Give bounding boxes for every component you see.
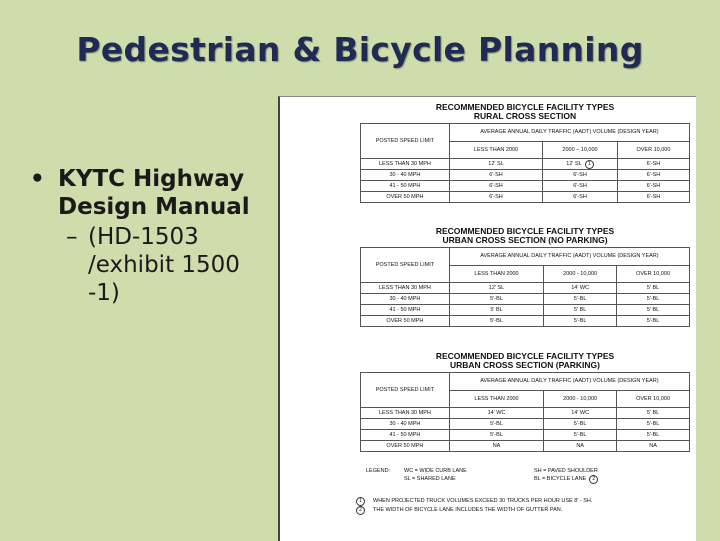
facility-table [360,123,690,203]
value-cell: 5'-BL [449,430,543,441]
speed-cell: LESS THAN 30 MPH [361,283,450,294]
speed-cell: LESS THAN 30 MPH [361,159,450,170]
value-cell: 5'-BL [617,316,690,327]
speed-cell: 30 - 40 MPH [361,294,450,305]
value-cell: 5' BL [449,305,543,316]
legend-entry: BL = BICYCLE LANE [534,476,587,482]
value-cell: 6'-SH [449,181,542,192]
value-cell: 12' SL [449,159,542,170]
footnote-text: THE WIDTH OF BICYCLE LANE INCLUDES THE WIDTH OF GUTTER PAN. [373,507,563,513]
table-row [361,283,690,294]
facility-table [360,247,690,327]
legend-entry: SL = SHARED LANE [404,476,456,482]
section-title: RECOMMENDED BICYCLE FACILITY TYPES [435,226,615,236]
speed-cell: 41 - 50 MPH [361,305,450,316]
column-header: LESS THAN 2000 [449,141,542,159]
value-cell: 6'-SH [449,170,542,181]
column-header: 2000 - 10,000 [544,265,617,283]
value-cell: 6'-SH [449,192,542,203]
bullet-item [30,165,270,221]
table-row [361,181,690,192]
column-header: 2000 – 10,000 [543,141,618,159]
section-subtitle: RURAL CROSS SECTION [473,111,577,121]
value-cell: 6'-SH [543,192,618,203]
value-cell: 6'-SH [543,181,618,192]
section-title: RECOMMENDED BICYCLE FACILITY TYPES [435,102,615,112]
footnote-number: 1 [356,497,365,506]
footnote-text: WHEN PROJECTED TRUCK VOLUMES EXCEED 30 TRUCKS PER HOUR USE 8' - SH. [373,498,593,504]
slide-title: Pedestrian & Bicycle Planning [76,30,644,69]
table-row [361,159,690,170]
value-cell: 6'-SH [617,170,689,181]
aadt-header: AVERAGE ANNUAL DAILY TRAFFIC (AADT) VOLUME (DESIGN YEAR) [449,124,689,142]
column-header: OVER 10,000 [617,390,690,408]
value-cell: 5'-BL [544,419,617,430]
value-cell: 6'-SH [617,181,689,192]
speed-cell: 30 - 40 MPH [361,170,450,181]
table-row [361,408,690,419]
value-cell: 6'-SH [543,170,618,181]
speed-limit-header: POSTED SPEED LIMIT [361,373,450,408]
value-cell: NA [617,441,690,452]
value-cell: 5' BL [617,408,690,419]
sub-bullet-dash: – [66,224,78,250]
table-row [361,419,690,430]
bullet-dot: • [30,166,45,192]
value-cell: 5'-BL [544,316,617,327]
urban-parking-table-section [360,352,690,452]
speed-limit-header: POSTED SPEED LIMIT [361,248,450,283]
legend [366,467,686,484]
bullet-text: KYTC Highway Design Manual [58,166,250,220]
aadt-header: AVERAGE ANNUAL DAILY TRAFFIC (AADT) VOLUME (DESIGN YEAR) [449,373,689,391]
note-marker: 1 [585,160,594,169]
value-cell: NA [544,441,617,452]
value-cell: 5'-BL [544,294,617,305]
value-cell: 6'-SH [617,159,689,170]
table-row [361,294,690,305]
aadt-header: AVERAGE ANNUAL DAILY TRAFFIC (AADT) VOLUME (DESIGN YEAR) [449,248,689,266]
value-cell: 5' BL [617,283,690,294]
bullet-list [30,165,270,307]
value-cell: 5'-BL [449,316,543,327]
footnote-number: 2 [356,506,365,515]
section-title: RECOMMENDED BICYCLE FACILITY TYPES [435,351,615,361]
section-subtitle: URBAN CROSS SECTION (PARKING) [449,360,600,370]
footnote [356,506,686,515]
legend-entry: WC = WIDE CURB LANE [404,468,467,474]
note-marker: 2 [589,475,598,484]
column-header: LESS THAN 2000 [449,265,543,283]
table-row [361,430,690,441]
value-cell: 5'-BL [617,430,690,441]
speed-limit-header: POSTED SPEED LIMIT [361,124,450,159]
value-cell: 12' SL [449,283,543,294]
rural-table-section [360,103,690,203]
sub-bullet-item [30,223,270,307]
section-subtitle: URBAN CROSS SECTION (NO PARKING) [442,235,608,245]
value-cell: 5' BL [617,305,690,316]
speed-cell: OVER 50 MPH [361,441,450,452]
value-cell [543,159,618,170]
column-header: LESS THAN 2000 [449,390,543,408]
value-text: 12' SL [566,160,582,167]
column-header: 2000 - 10,000 [544,390,617,408]
value-cell: 5'-BL [449,419,543,430]
value-cell: 14' WC [544,408,617,419]
value-cell: 14' WC [544,283,617,294]
speed-cell: 41 - 50 MPH [361,181,450,192]
legend-label: LEGEND: [366,468,391,474]
urban-no-parking-table-section [360,227,690,327]
value-cell: 5'-BL [449,294,543,305]
column-header: OVER 10,000 [617,141,689,159]
footnote [356,497,686,506]
value-cell: NA [449,441,543,452]
table-row [361,305,690,316]
speed-cell: 30 - 40 MPH [361,419,450,430]
speed-cell: OVER 50 MPH [361,316,450,327]
speed-cell: 41 - 50 MPH [361,430,450,441]
footnotes [356,497,686,515]
table-row [361,316,690,327]
legend-entry: SH = PAVED SHOULDER [534,468,598,474]
value-cell: 14' WC [449,408,543,419]
exhibit-document [278,96,696,541]
table-row [361,441,690,452]
table-row [361,170,690,181]
sub-bullet-text: (HD-1503 /exhibit 1500 -1) [88,224,240,306]
value-cell: 5' BL [544,305,617,316]
facility-table [360,372,690,452]
value-cell: 5'-BL [617,419,690,430]
table-row [361,192,690,203]
value-cell: 5'-BL [544,430,617,441]
speed-cell: OVER 50 MPH [361,192,450,203]
column-header: OVER 10,000 [617,265,690,283]
value-cell: 6'-SH [617,192,689,203]
speed-cell: LESS THAN 30 MPH [361,408,450,419]
value-cell: 5'-BL [617,294,690,305]
